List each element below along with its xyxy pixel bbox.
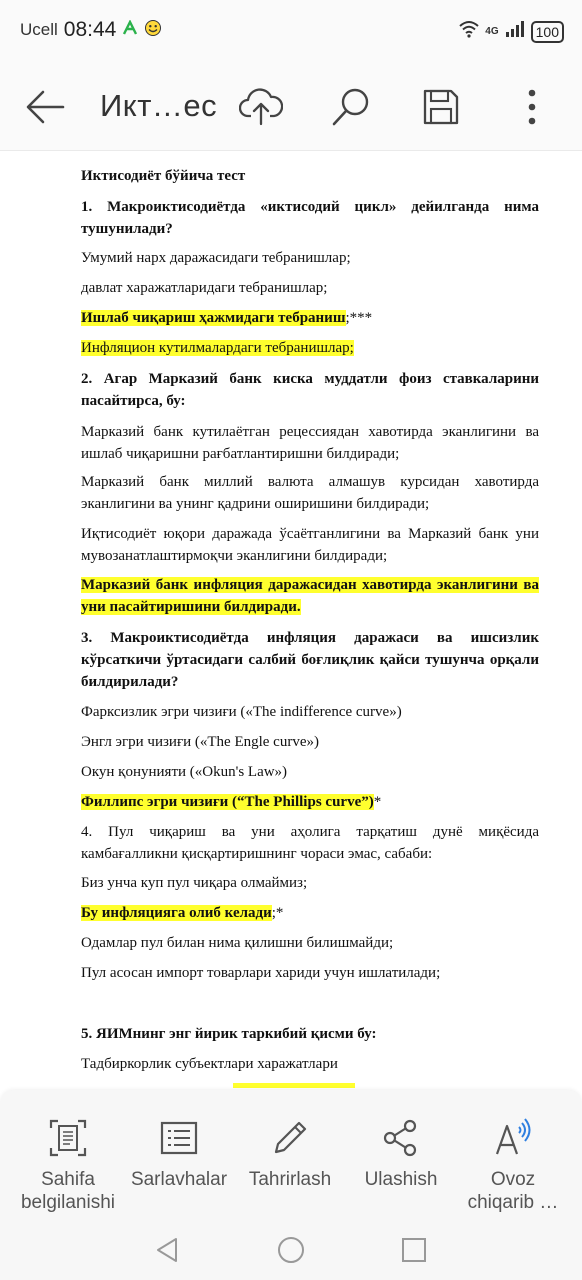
q2-option-4 [81,574,539,618]
q2-option-3: Иқтисодиёт юқори даражада ўсаётганлигини ва Марказий банк уни мувозанатлаштирмоқчи эканлигини билдиради; [81,526,539,564]
clock: 08:44 [63,18,117,41]
headings-button[interactable] [121,1112,237,1191]
page-setup-label: Sahifa belgilanishi [20,1169,115,1213]
status-right [459,20,564,43]
wifi-icon [459,20,479,43]
question-4: 4. Пул чиқариш ва уни аҳолига тарқатиш дунё миқёсида камбағалликни қисқартиришнинг чораси эмас, сабаби: [81,824,539,862]
carrier-label: Ucell [20,20,58,39]
edit-button[interactable] [232,1112,348,1191]
q1-option-4-text: Инфляцион кутилмалардаги тебранишлар; [81,340,354,356]
notification-icon [122,20,138,41]
q4-option-1: Биз унча куп пул чиқара олмаймиз; [81,875,308,891]
q5-option-1: Тадбиркорлик субъектлари харажатлари [81,1056,338,1072]
q1-option-3-mark: ;*** [345,310,373,326]
q4-option-2-mark: ;* [271,905,284,921]
share-button[interactable] [343,1112,459,1191]
q4-option-2 [81,902,539,924]
pencil-icon [232,1112,348,1164]
emoji-app-icon [144,19,162,42]
document-title: Икт…ес [100,88,218,123]
q4-option-2-answer: Бу инфляцияга олиб келади [81,905,272,921]
question-3: 3. Макроиктисодиётда инфляция даражаси ва ишсизлик кўрсаткичи ўртасидаги салбий боғлиқлик қайси тушунча орқали билдирилади? [81,630,539,690]
system-navigation-bar [0,1220,582,1280]
nav-home-icon[interactable] [271,1232,311,1268]
q1-option-3 [81,307,539,329]
question-2: 2. Агар Марказий банк киска муддатли фоиз ставкаларини пасайтирса, бу: [81,371,539,409]
headings-list-icon [121,1112,237,1164]
share-icon [343,1112,459,1164]
status-bar [0,0,582,64]
q2-option-4-answer: Марказий банк инфляция даражасидан хавотирда эканлигини ва уни пасайтиришини билдиради. [81,577,539,615]
read-aloud-icon [455,1112,571,1164]
read-aloud-label: Ovoz chiqarib … [467,1169,559,1213]
q3-option-3: Окун қонунияти («Okun's Law») [81,764,288,780]
q2-option-1: Марказий банк кутилаётган рецессиядан хавотирда эканлигини ва ишлаб чиқаришни рағбатлантиришни билдиради; [81,424,539,462]
q3-option-4-answer: Филлипс эгри чизиғи (“The Phillips curve”) [81,794,374,810]
q3-option-4-mark: * [373,794,382,810]
q3-option-1: Фарксизлик эгри чизиғи («The indifference curve») [81,704,402,720]
q3-option-4 [81,791,539,813]
battery-indicator: 100 [531,21,564,43]
document-page[interactable] [0,151,582,1088]
read-aloud-button[interactable] [455,1112,571,1214]
q1-option-3-answer: Ишлаб чиқариш ҳажмидаги тебраниш [81,310,346,326]
doc-title: Иктисодиёт бўйича тест [81,168,246,184]
highlight-fragment [233,1083,355,1088]
question-5: 5. ЯИМнинг энг йирик таркибий қисми бу: [81,1026,377,1042]
share-label: Ulashish [364,1169,438,1190]
signal-icon [505,21,525,42]
more-options-icon[interactable] [507,82,557,132]
nav-recents-icon[interactable] [394,1232,434,1268]
page-scan-icon [10,1112,126,1164]
q2-option-2: Марказий банк миллий валюта алмашув курсидан хавотирда эканлигини ва унинг қадрини оширишини билдиради; [81,474,539,512]
back-arrow-icon[interactable] [20,82,70,132]
save-icon[interactable] [416,82,466,132]
question-1: 1. Макроиктисодиётда «иктисодий цикл» дейилганда нима тушунилади? [81,199,539,237]
status-left [20,18,162,42]
q3-option-2: Энгл эгри чизиғи («The Engle curve») [81,734,319,750]
search-icon[interactable] [326,82,376,132]
q4-option-3: Одамлар пул билан нима қилишни билишмайди; [81,935,394,951]
q1-option-4 [81,337,539,359]
page-setup-button[interactable] [10,1112,126,1214]
headings-label: Sarlavhalar [130,1169,228,1190]
edit-label: Tahrirlash [248,1169,332,1190]
nav-back-icon[interactable] [147,1232,187,1268]
q1-option-1: Умумий нарх даражасидаги тебранишлар; [81,250,351,266]
network-type: 4G [485,26,499,37]
cloud-upload-icon[interactable] [236,82,286,132]
app-toolbar [0,64,582,151]
bottom-action-bar [0,1090,582,1220]
q1-option-2: давлат харажатларидаги тебранишлар; [81,280,328,296]
q4-option-4: Пул асосан импорт товарлари хариди учун ишлатилади; [81,965,441,981]
